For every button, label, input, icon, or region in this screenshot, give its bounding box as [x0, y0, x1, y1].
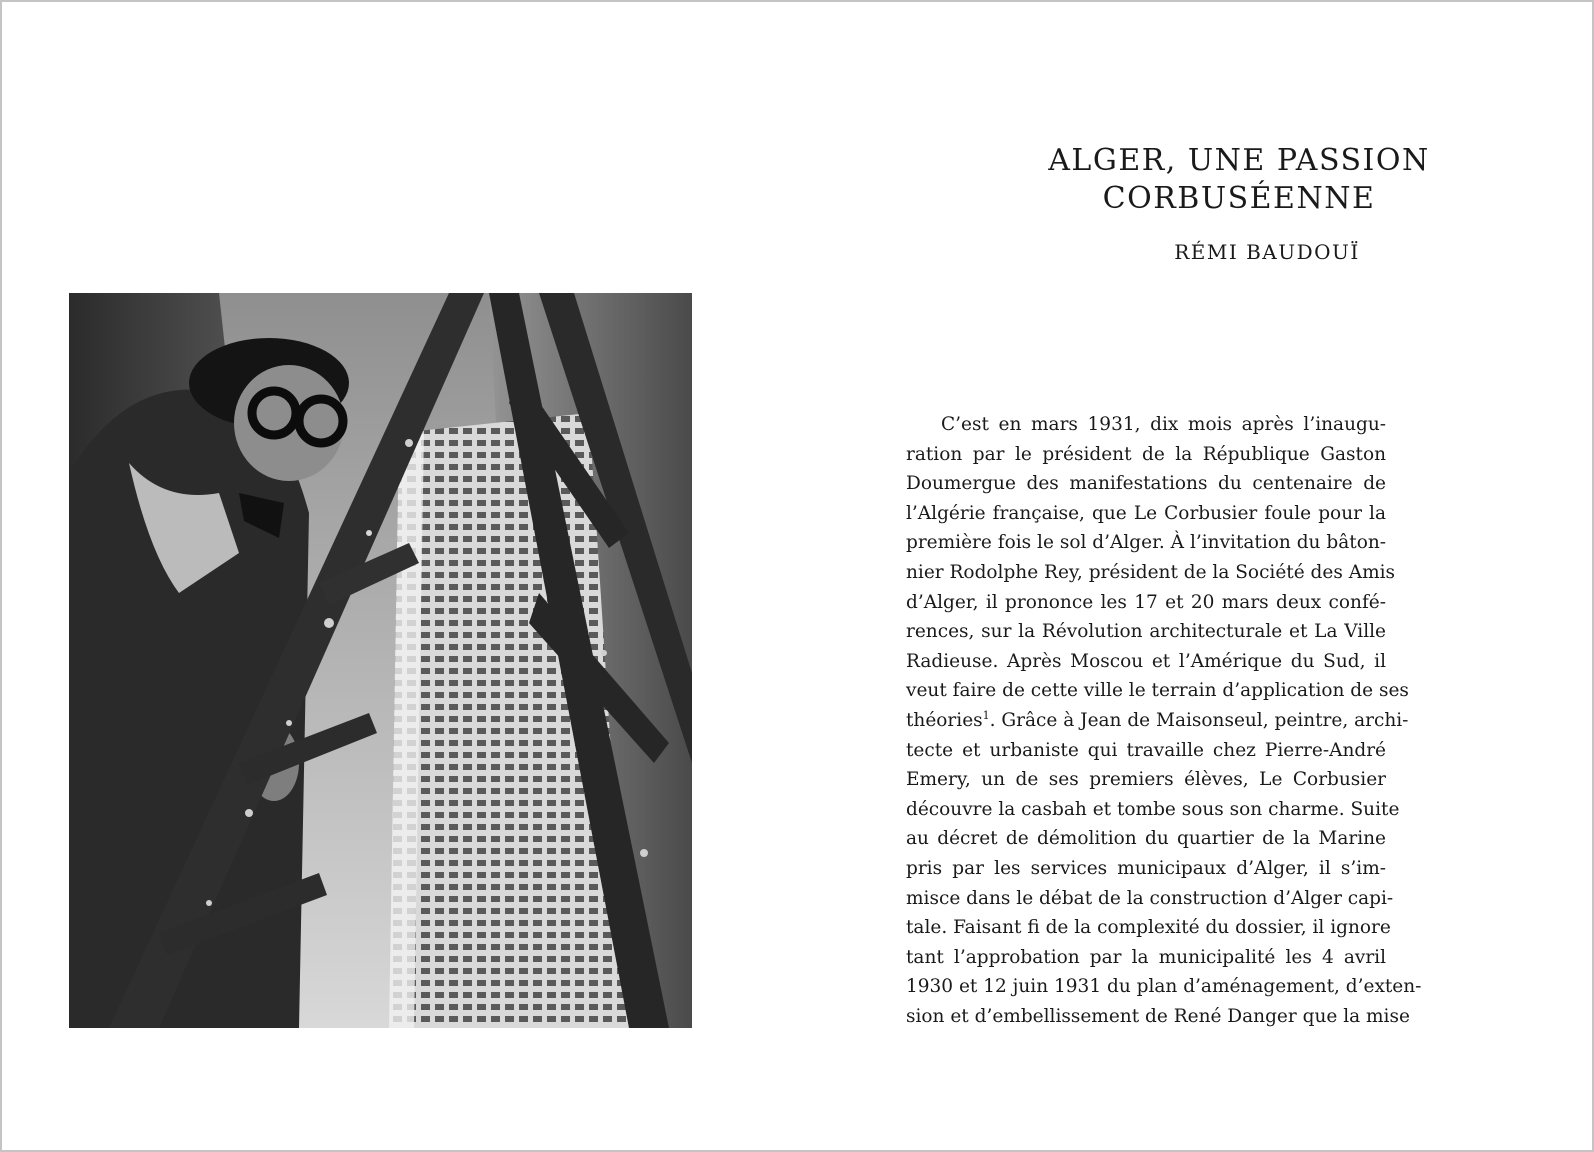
text-line: d’Alger, il prononce les 17 et 20 mars deux confé- — [906, 591, 1386, 613]
text-line: première fois le sol d’Alger. À l’invitation du bâton- — [906, 532, 1386, 554]
text-line: veut faire de cette ville le terrain d’application de ses — [906, 680, 1409, 702]
text-line: au décret de démolition du quartier de la Marine — [906, 828, 1386, 850]
text-line: pris par les services municipaux d’Alger, il s’im- — [906, 857, 1386, 879]
body-paragraph — [906, 410, 1422, 1031]
text-line: l’Algérie française, que Le Corbusier foule pour la — [906, 502, 1386, 524]
text-line: tale. Faisant fi de la complexité du dossier, il ignore — [906, 917, 1391, 939]
text-line: découvre la casbah et tombe sous son charme. Suite — [906, 798, 1400, 820]
text-fragment: . Grâce à Jean de Maisonseul, peintre, archi- — [989, 709, 1409, 731]
text-line: nier Rodolphe Rey, président de la Société des Amis — [906, 561, 1396, 583]
footnote-marker[interactable]: 1 — [982, 708, 990, 722]
text-line: Emery, un de ses premiers élèves, Le Corbusier — [906, 769, 1386, 791]
chapter-title-line-2: CORBUSÉENNE — [1102, 181, 1376, 216]
chapter-title-line-1: ALGER, UNE PASSION — [1048, 143, 1430, 178]
portrait-photo — [69, 293, 692, 1028]
left-page — [2, 2, 799, 1152]
text-fragment: théories — [906, 709, 983, 731]
text-line: tant l’approbation par la municipalité les 4 avril — [906, 946, 1386, 968]
chapter-title — [959, 142, 1519, 218]
text-line: ration par le président de la République Gaston — [906, 443, 1386, 465]
text-line: 1930 et 12 juin 1931 du plan d’aménagement, d’exten- — [906, 976, 1422, 998]
text-line: C’est en mars 1931, dix mois après l’inaugu- — [941, 414, 1386, 435]
text-line: misce dans le débat de la construction d’Alger capi- — [906, 887, 1394, 909]
text-line: Radieuse. Après Moscou et l’Amérique du Sud, il — [906, 650, 1386, 672]
text-line: rences, sur la Révolution architecturale et La Ville — [906, 621, 1386, 643]
text-line: Doumergue des manifestations du centenaire de — [906, 473, 1386, 495]
text-line: sion et d’embellissement de René Danger que la mise — [906, 1005, 1410, 1027]
right-page — [799, 2, 1594, 1152]
chapter-author: RÉMI BAUDOUÏ — [1174, 240, 1360, 264]
text-line: tecte et urbaniste qui travaille chez Pierre-André — [906, 739, 1386, 761]
photo-image — [69, 293, 692, 1028]
text-line-with-footnote — [906, 706, 1409, 736]
